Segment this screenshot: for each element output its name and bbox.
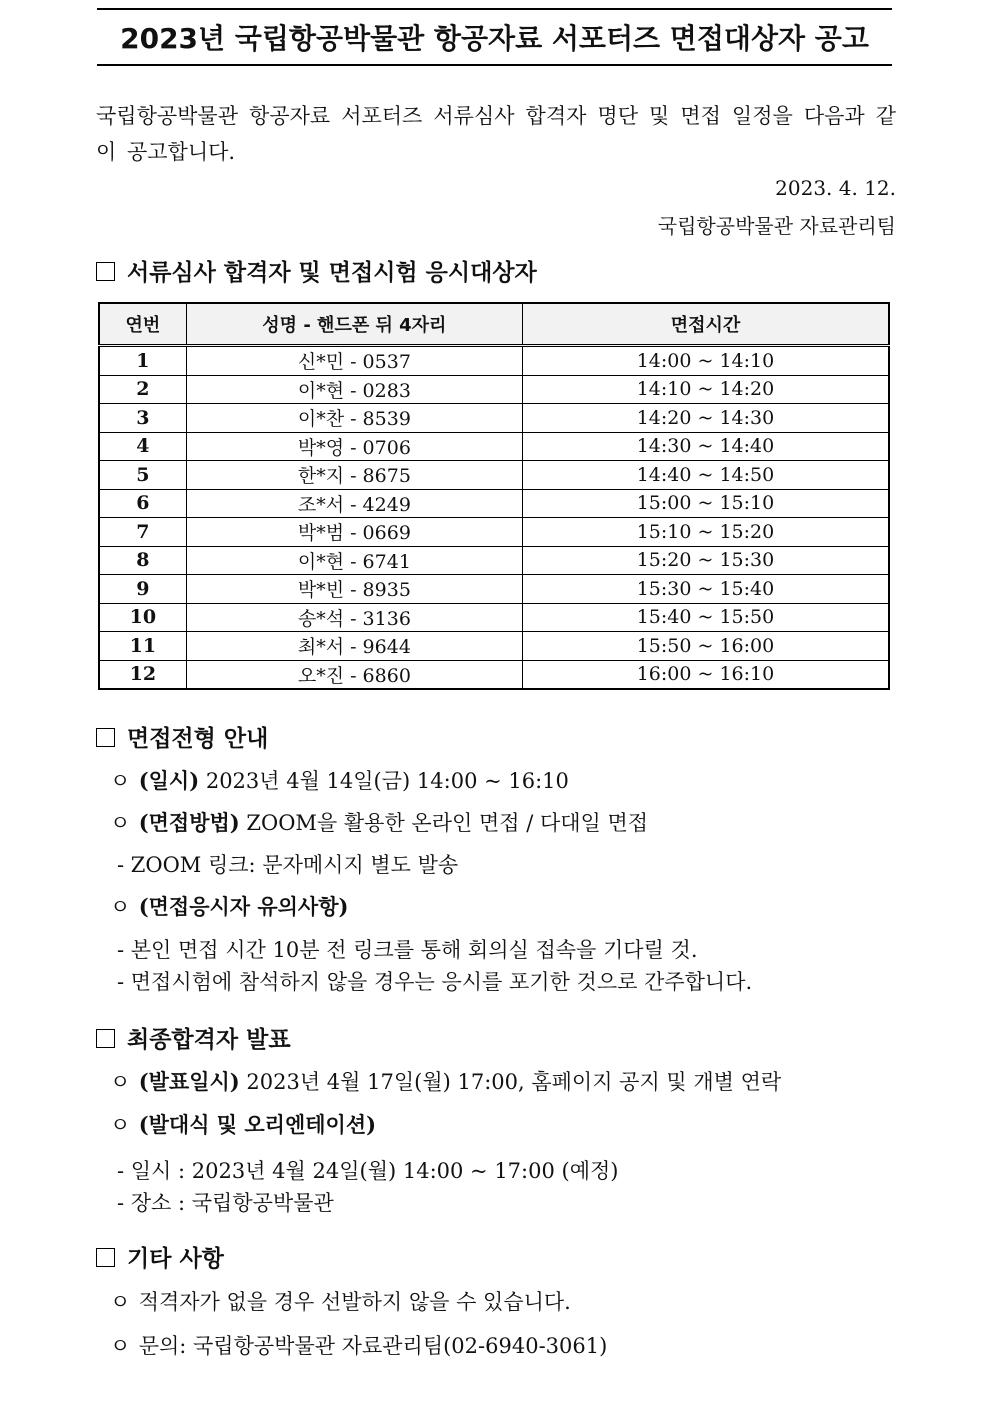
row-no: 8 bbox=[99, 546, 186, 575]
row-time: 15:10 ~ 15:20 bbox=[522, 518, 889, 547]
row-name: 조*서 - 4249 bbox=[186, 489, 522, 518]
bullet-circle-icon: ㅇ bbox=[110, 1334, 131, 1358]
item-text: 문의: 국립항공박물관 자료관리팀(02-6940-3061) bbox=[138, 1334, 608, 1358]
row-time: 15:20 ~ 15:30 bbox=[522, 546, 889, 575]
item-text: 2023년 4월 14일(금) 14:00 ~ 16:10 bbox=[205, 769, 569, 793]
header-time: 면접시간 bbox=[522, 303, 889, 346]
page-title: 2023년 국립항공박물관 항공자료 서포터즈 면접대상자 공고 bbox=[120, 22, 869, 55]
section-title-text: 기타 사항 bbox=[127, 1246, 224, 1272]
other-item bbox=[110, 1286, 571, 1316]
row-time: 15:50 ~ 16:00 bbox=[522, 632, 889, 661]
table-row bbox=[99, 575, 889, 604]
item-text: 2023년 4월 17일(월) 17:00, 홈페이지 공지 및 개별 연락 bbox=[246, 1070, 782, 1094]
item-label: (면접응시자 유의사항) bbox=[138, 894, 349, 919]
row-time: 14:40 ~ 14:50 bbox=[522, 461, 889, 490]
row-name: 한*지 - 8675 bbox=[186, 461, 522, 490]
row-name: 박*범 - 0669 bbox=[186, 518, 522, 547]
table-row bbox=[99, 489, 889, 518]
intro-paragraph: 국립항공박물관 항공자료 서포터즈 서류심사 합격자 명단 및 면접 일정을 다음과 같이 공고합니다. bbox=[96, 104, 896, 164]
row-no: 12 bbox=[99, 660, 186, 689]
table-row bbox=[99, 660, 889, 689]
row-time: 16:00 ~ 16:10 bbox=[522, 660, 889, 689]
row-name: 박*빈 - 8935 bbox=[186, 575, 522, 604]
row-time: 15:00 ~ 15:10 bbox=[522, 489, 889, 518]
row-time: 14:00 ~ 14:10 bbox=[522, 346, 889, 376]
checkbox-square-icon bbox=[96, 1029, 115, 1048]
header-name: 성명 - 핸드폰 뒤 4자리 bbox=[186, 303, 522, 346]
interview-date-item bbox=[110, 765, 569, 795]
row-no: 3 bbox=[99, 404, 186, 433]
section-title-text: 최종합격자 발표 bbox=[127, 1027, 291, 1053]
row-no: 6 bbox=[99, 489, 186, 518]
row-name: 송*석 - 3136 bbox=[186, 603, 522, 632]
item-label: (일시) bbox=[138, 768, 200, 793]
contact-item bbox=[110, 1330, 607, 1360]
orientation-item bbox=[110, 1109, 376, 1139]
table-row bbox=[99, 461, 889, 490]
row-no: 1 bbox=[99, 346, 186, 376]
row-time: 15:30 ~ 15:40 bbox=[522, 575, 889, 604]
row-no: 4 bbox=[99, 432, 186, 461]
checkbox-square-icon bbox=[96, 262, 115, 281]
table-row bbox=[99, 404, 889, 433]
bullet-circle-icon: ㅇ bbox=[110, 769, 131, 793]
bullet-circle-icon: ㅇ bbox=[110, 895, 131, 919]
row-name: 이*현 - 0283 bbox=[186, 375, 522, 404]
row-no: 9 bbox=[99, 575, 186, 604]
header-no: 연번 bbox=[99, 303, 186, 346]
note-line: - 본인 면접 시간 10분 전 링크를 통해 회의실 접속을 기다릴 것. bbox=[117, 938, 698, 962]
row-time: 14:30 ~ 14:40 bbox=[522, 432, 889, 461]
orientation-place: - 장소 : 국립항공박물관 bbox=[117, 1191, 334, 1215]
table-row bbox=[99, 375, 889, 404]
zoom-link-note: - ZOOM 링크: 문자메시지 별도 발송 bbox=[117, 853, 459, 877]
table-row bbox=[99, 346, 889, 376]
row-no: 2 bbox=[99, 375, 186, 404]
item-text: ZOOM을 활용한 온라인 면접 / 다대일 면접 bbox=[246, 811, 649, 835]
checkbox-square-icon bbox=[96, 728, 115, 747]
section-title-candidates bbox=[96, 254, 537, 287]
section-title-text: 면접전형 안내 bbox=[127, 726, 269, 752]
issuer: 국립항공박물관 자료관리팀 bbox=[657, 214, 896, 238]
row-no: 7 bbox=[99, 518, 186, 547]
section-title-other bbox=[96, 1240, 224, 1273]
row-time: 14:20 ~ 14:30 bbox=[522, 404, 889, 433]
bullet-circle-icon: ㅇ bbox=[110, 1113, 131, 1137]
note-line: - 면접시험에 참석하지 않을 경우는 응시를 포기한 것으로 간주합니다. bbox=[117, 970, 753, 994]
section-title-text: 서류심사 합격자 및 면접시험 응시대상자 bbox=[127, 260, 537, 286]
item-text: 적격자가 없을 경우 선발하지 않을 수 있습니다. bbox=[138, 1290, 571, 1314]
row-no: 5 bbox=[99, 461, 186, 490]
interview-notes-item bbox=[110, 891, 348, 921]
table-row bbox=[99, 518, 889, 547]
bullet-circle-icon: ㅇ bbox=[110, 811, 131, 835]
orientation-date: - 일시 : 2023년 4월 24일(월) 14:00 ~ 17:00 (예정) bbox=[117, 1159, 619, 1183]
table-row bbox=[99, 546, 889, 575]
interview-method-item bbox=[110, 807, 648, 837]
table-row bbox=[99, 603, 889, 632]
item-label: (발표일시) bbox=[138, 1069, 240, 1094]
section-title-interview bbox=[96, 720, 268, 753]
row-name: 박*영 - 0706 bbox=[186, 432, 522, 461]
candidate-table bbox=[98, 302, 890, 690]
item-label: (면접방법) bbox=[138, 810, 240, 835]
row-time: 14:10 ~ 14:20 bbox=[522, 375, 889, 404]
bullet-circle-icon: ㅇ bbox=[110, 1070, 131, 1094]
notice-date: 2023. 4. 12. bbox=[775, 176, 896, 200]
announcement-date-item bbox=[110, 1066, 781, 1096]
title-box bbox=[97, 8, 892, 66]
row-name: 신*민 - 0537 bbox=[186, 346, 522, 376]
bullet-circle-icon: ㅇ bbox=[110, 1290, 131, 1314]
row-time: 15:40 ~ 15:50 bbox=[522, 603, 889, 632]
row-name: 최*서 - 9644 bbox=[186, 632, 522, 661]
table-row bbox=[99, 632, 889, 661]
row-no: 10 bbox=[99, 603, 186, 632]
row-no: 11 bbox=[99, 632, 186, 661]
table-row bbox=[99, 432, 889, 461]
checkbox-square-icon bbox=[96, 1248, 115, 1267]
row-name: 오*진 - 6860 bbox=[186, 660, 522, 689]
section-title-final-results bbox=[96, 1021, 291, 1054]
table-header-row bbox=[99, 303, 889, 346]
item-label: (발대식 및 오리엔테이션) bbox=[138, 1112, 377, 1137]
row-name: 이*찬 - 8539 bbox=[186, 404, 522, 433]
row-name: 이*현 - 6741 bbox=[186, 546, 522, 575]
